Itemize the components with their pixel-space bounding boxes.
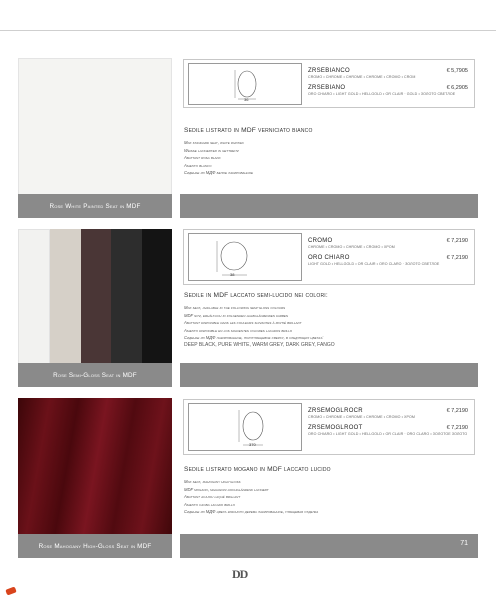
description-line: MDF mogano, mahagoni hochglänzend lackiert bbox=[184, 486, 269, 492]
color-swatches bbox=[18, 229, 172, 371]
product-code: ORO CHIARO bbox=[308, 255, 350, 261]
description-line: Asiento caoba lacado brillo bbox=[184, 501, 235, 507]
product-code: ZRSEMOGLROCR bbox=[308, 408, 363, 414]
description-line: Mdf standard seat, white painted bbox=[184, 140, 244, 145]
finish-list: CROMO • CHROME • CHROME • CHROME • CROMO • CROM bbox=[308, 75, 416, 79]
finish-list: ORO CHIARO • LIGHT GOLD • HELLGOLD • OR CLAIR · ORO CLARO • ЗОЛОТОЕ ЗОЛОТО bbox=[308, 432, 468, 436]
seat-outline-icon bbox=[189, 404, 301, 450]
dimension-label: 38 bbox=[230, 272, 235, 277]
product-codes bbox=[308, 238, 468, 266]
product-box bbox=[183, 59, 475, 108]
dimension-label: 370 bbox=[249, 442, 256, 447]
description-line: Weiße lackierter in gettreitz bbox=[184, 147, 239, 153]
description-line: Asiento disponible en los siguientes colores lacados brillo bbox=[184, 327, 293, 333]
description-line: Mdf seat, available in the following semi-gloss colours bbox=[184, 305, 286, 310]
product-code: ZRSEBIANO bbox=[308, 85, 346, 91]
description-lines bbox=[184, 304, 335, 350]
product-box bbox=[183, 229, 475, 285]
seat-drawing bbox=[188, 63, 302, 105]
finish-list: ORO CHIARO • LIGHT GOLD • HELLGOLD • OR CLAIR · GOLD • ЗОЛОТО СВЕТЛОЕ bbox=[308, 92, 456, 96]
description-title: Sedile in MDF laccato semi-lucido nei colori: bbox=[184, 292, 328, 299]
description-line: Mdf seat, mahogany high-gloss bbox=[184, 479, 241, 484]
description-line: MDF sitz, erhältlich in folgenden halbglänzenden farben bbox=[184, 312, 289, 318]
product-price: € 5,7905 bbox=[446, 68, 468, 74]
product-code: ZRSEMOGLROOT bbox=[308, 425, 363, 431]
product-codes bbox=[308, 408, 468, 436]
corner-stamp-icon bbox=[5, 586, 16, 595]
seat-drawing bbox=[188, 233, 302, 281]
description-line: Abattant acajou laqué brillant bbox=[184, 494, 241, 500]
section-caption: Rose Semi-Gloss Seat in MDF bbox=[18, 363, 172, 387]
product-codes bbox=[308, 68, 468, 96]
finish-list: LIGHT GOLD • HELLGOLD • OR CLAIR • ORO CLARO · ЗОЛОТО СВЕТЛОЕ bbox=[308, 262, 440, 266]
swatch-warm-grey bbox=[50, 229, 80, 371]
product-price: € 7,2190 bbox=[446, 408, 468, 414]
description-lines bbox=[184, 478, 318, 516]
dimension-label: 36 bbox=[244, 97, 249, 102]
section-bar bbox=[180, 363, 478, 387]
page-number: 71 bbox=[460, 540, 468, 547]
description-lines bbox=[184, 139, 253, 177]
section-caption: Rose Mahogany High-Gloss Seat in MDF bbox=[18, 534, 172, 558]
description-line: Asiento blanco bbox=[184, 162, 212, 168]
description-line: DEEP BLACK, PURE WHITE, WARM GREY, DARK GREY, FANGO bbox=[184, 341, 335, 348]
product-price: € 7,2190 bbox=[446, 238, 468, 244]
section-bar bbox=[180, 534, 478, 558]
description-line: Сиденье из МДФ лакированное, полуглянцевое сверху, в следующих цветах: bbox=[184, 335, 324, 341]
description-line: Сиденье из МДФ белое лакированное bbox=[184, 170, 254, 176]
seat-drawing bbox=[188, 403, 302, 451]
finish-list: CHROME • CROMO • CHROME • CROMO • ХРОМ bbox=[308, 245, 395, 249]
product-code: CROMO bbox=[308, 238, 333, 244]
product-code: ZRSEBIANCO bbox=[308, 68, 351, 74]
white-seat-swatch bbox=[18, 58, 172, 198]
description-line: Сиденье из МДФ цвета красного дерева лакированное, глянцевая отделка bbox=[184, 509, 319, 515]
mahogany-swatch bbox=[18, 398, 172, 540]
finish-list: CROMO • CHROME • CHROME • CHROME • CROMO • ХРОМ bbox=[308, 415, 415, 419]
product-box bbox=[183, 399, 475, 455]
swatch-fango bbox=[81, 229, 111, 371]
section-caption: Rose White Painted Seat in MDF bbox=[18, 194, 172, 218]
product-price: € 7,2190 bbox=[446, 425, 468, 431]
description-line: Abattant rosa blanc bbox=[184, 155, 221, 161]
swatch-black bbox=[142, 229, 172, 371]
top-rule bbox=[0, 30, 496, 31]
section-bar bbox=[180, 194, 478, 218]
description-title: Sedile listrato in MDF verniciato bianco bbox=[184, 127, 313, 134]
swatch-white bbox=[18, 229, 50, 371]
description-line: Abattant disponible dans les couleurs suivantes à moitié brillant bbox=[184, 320, 302, 326]
product-price: € 6,2905 bbox=[446, 85, 468, 91]
seat-outline-icon bbox=[189, 234, 301, 280]
description-title: Sedile listrato mogano in MDF laccato lucido bbox=[184, 466, 331, 473]
brand-logo: DD bbox=[232, 567, 248, 581]
swatch-dark-grey bbox=[111, 229, 141, 371]
product-price: € 7,2190 bbox=[446, 255, 468, 261]
